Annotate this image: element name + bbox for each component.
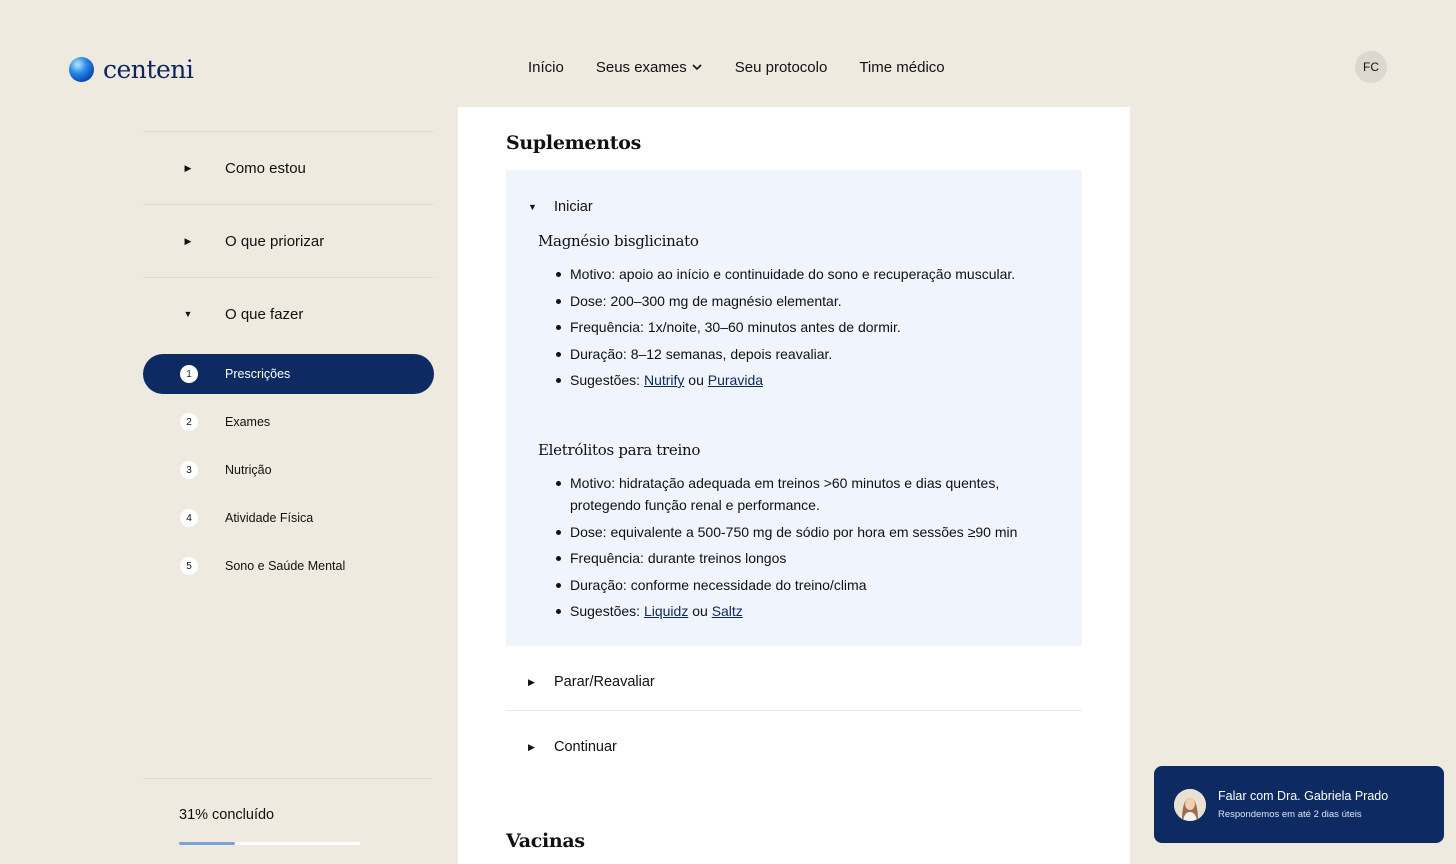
supplement-details — [538, 263, 1038, 391]
step-number: 5 — [180, 557, 198, 575]
sidebar-section-como-estou[interactable]: ▶ Como estou — [143, 131, 434, 204]
accordion-parar-reavaliar[interactable]: ▶ Parar/Reavaliar — [506, 672, 1082, 692]
chat-text — [1218, 789, 1388, 820]
sidebar-item-exames[interactable]: 2 Exames — [143, 402, 434, 442]
caret-right-icon: ▶ — [528, 741, 535, 752]
nav-seus-exames[interactable]: Seus exames — [596, 58, 703, 76]
list-item: Duração: 8–12 semanas, depois reavaliar. — [538, 343, 1038, 365]
link-liquidz[interactable]: Liquidz — [643, 603, 689, 619]
nav-inicio[interactable]: Início — [528, 58, 564, 76]
section-title-suplementos: Suplementos — [506, 132, 641, 154]
main-nav — [528, 58, 945, 76]
link-puravida[interactable]: Puravida — [707, 372, 764, 388]
supplement-details — [538, 472, 1038, 622]
list-item: Frequência: 1x/noite, 30–60 minutos antes de dormir. — [538, 316, 1038, 338]
sidebar-section-o-que-fazer[interactable]: ▼ O que fazer — [143, 277, 434, 350]
step-number: 1 — [180, 365, 198, 383]
step-number: 4 — [180, 509, 198, 527]
link-saltz[interactable]: Saltz — [711, 603, 743, 619]
list-item: Motivo: hidratação adequada em treinos >60 minutos e dias quentes, protegendo função renal e performance. — [538, 472, 1038, 516]
supplement-card — [538, 441, 1038, 627]
protocol-panel — [458, 107, 1130, 864]
caret-down-icon: ▼ — [528, 202, 537, 212]
caret-right-icon: ▶ — [528, 676, 535, 687]
nav-seu-protocolo[interactable]: Seu protocolo — [734, 58, 828, 76]
progress-fill — [179, 842, 235, 845]
list-item: Frequência: durante treinos longos — [538, 547, 1038, 569]
chat-subtitle: Respondemos em até 2 dias úteis — [1218, 809, 1362, 820]
supplement-name: Magnésio bisglicinato — [538, 232, 699, 250]
supplement-card — [538, 232, 1038, 396]
list-item: Duração: conforme necessidade do treino/clima — [538, 574, 1038, 596]
logo-icon — [69, 57, 94, 82]
divider — [506, 710, 1082, 711]
section-title-vacinas: Vacinas — [506, 830, 585, 852]
progress-bar — [179, 842, 360, 845]
list-item: Dose: 200–300 mg de magnésio elementar. — [538, 290, 1038, 312]
nav-time-medico[interactable]: Time médico — [859, 58, 945, 76]
caret-right-icon: ▶ — [184, 162, 192, 173]
sidebar-section-o-que-priorizar[interactable]: ▶ O que priorizar — [143, 204, 434, 277]
step-number: 3 — [180, 461, 198, 479]
accordion-iniciar — [506, 170, 1082, 646]
accordion-header-iniciar[interactable]: ▼ Iniciar — [506, 197, 1082, 217]
caret-right-icon: ▶ — [184, 235, 192, 246]
sidebar-item-sono-saude-mental[interactable]: 5 Sono e Saúde Mental — [143, 546, 434, 586]
step-number: 2 — [180, 413, 198, 431]
list-item: Dose: equivalente a 500-750 mg de sódio por hora em sessões ≥90 min — [538, 521, 1038, 543]
sidebar-item-prescricoes[interactable]: 1 Prescrições — [143, 354, 434, 394]
user-avatar[interactable]: FC — [1355, 51, 1387, 83]
progress-label: 31% concluído — [179, 807, 275, 823]
chevron-down-icon — [691, 61, 703, 73]
list-item-suggestions: Sugestões: Nutrify ou Puravida — [538, 369, 1038, 391]
sidebar — [143, 131, 434, 594]
list-item-suggestions: Sugestões: Liquidz ou Saltz — [538, 600, 1038, 622]
doctor-avatar — [1174, 789, 1206, 821]
caret-down-icon: ▼ — [183, 309, 193, 319]
supplement-name: Eletrólitos para treino — [538, 441, 701, 459]
sidebar-item-nutricao[interactable]: 3 Nutrição — [143, 450, 434, 490]
progress-section — [143, 778, 432, 823]
list-item: Motivo: apoio ao início e continuidade do sono e recuperação muscular. — [538, 263, 1038, 285]
link-nutrify[interactable]: Nutrify — [643, 372, 685, 388]
brand-logo[interactable] — [69, 55, 193, 84]
chat-title: Falar com Dra. Gabriela Prado — [1218, 789, 1389, 803]
accordion-continuar[interactable]: ▶ Continuar — [506, 737, 1082, 757]
sidebar-item-atividade-fisica[interactable]: 4 Atividade Física — [143, 498, 434, 538]
brand-name: centeni — [103, 55, 194, 84]
chat-with-doctor-button[interactable] — [1154, 766, 1444, 843]
